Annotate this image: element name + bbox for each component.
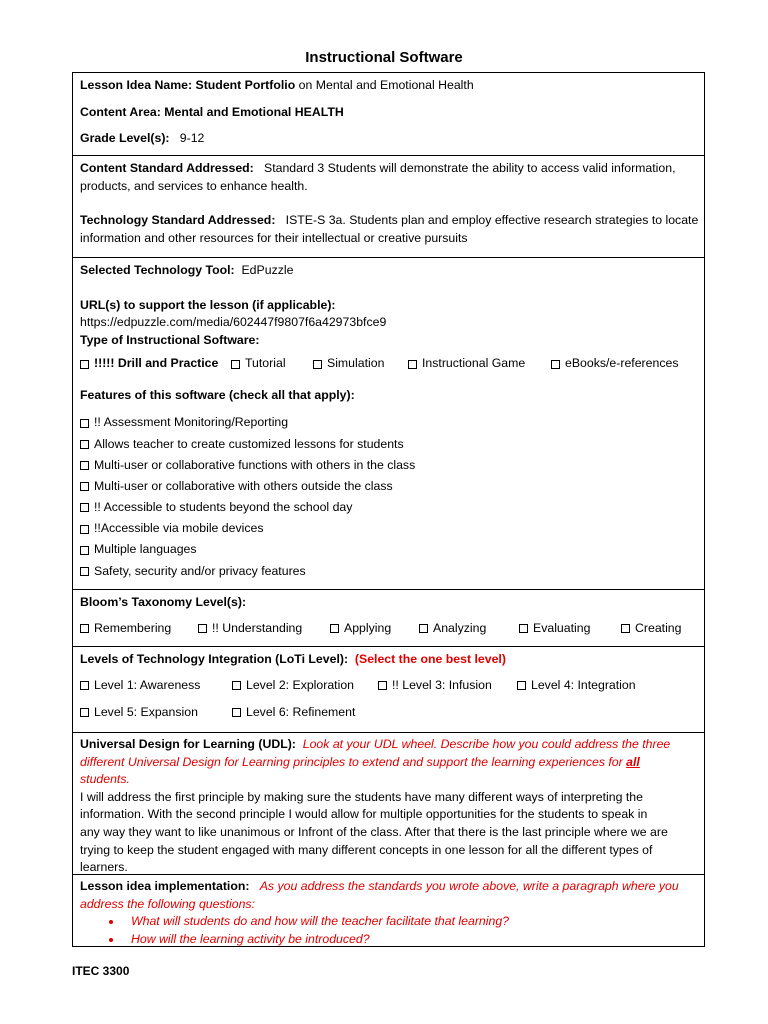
blooms-option-applying[interactable]: Applying	[330, 620, 419, 638]
list-item: • What will students do and how will the teacher facilitate that learning?	[123, 913, 697, 931]
software-type-options	[80, 355, 697, 373]
lesson-info-section	[72, 72, 705, 156]
content-area-value: Mental and Emotional HEALTH	[164, 104, 344, 119]
implementation-prompt-line2: address the following questions:	[80, 896, 255, 911]
loti-label: Levels of Technology Integration (LoTi Level):	[80, 652, 349, 666]
udl-response-line: learners.	[80, 860, 128, 875]
checkbox-icon	[419, 624, 428, 633]
type-option-simulation[interactable]: Simulation	[313, 355, 408, 373]
lesson-name-label: Lesson Idea Name:	[80, 78, 193, 92]
checkbox-icon	[80, 360, 89, 369]
udl-prompt-line1: Look at your UDL wheel. Describe how you could address the three	[302, 737, 671, 751]
checkbox-icon	[621, 624, 630, 633]
loti-options-row2	[80, 704, 697, 722]
udl-response-line: I will address the first principle by making sure the students have many different ways of interpreting the	[80, 789, 643, 804]
checkbox-icon	[519, 624, 528, 633]
loti-note: (Select the one best level)	[354, 652, 506, 666]
features-label: Features of this software (check all that apply):	[80, 387, 355, 402]
loti-option-level1[interactable]: Level 1: Awareness	[80, 677, 232, 695]
udl-prompt-line3: students.	[80, 772, 130, 787]
tool-label: Selected Technology Tool:	[80, 263, 235, 277]
blooms-section	[72, 589, 705, 647]
standards-section	[72, 155, 705, 258]
checkbox-icon	[232, 681, 241, 690]
content-standard-label: Content Standard Addressed:	[80, 161, 254, 175]
url-label: URL(s) to support the lesson (if applicable):	[80, 297, 336, 312]
udl-response-line: any way they want to like unanimous or Infront of the class. After that there is the last principle where we are	[80, 824, 668, 839]
implementation-label: Lesson idea implementation:	[80, 879, 250, 893]
udl-response-line: trying to keep the student engaged with many different concepts in one lesson for all the different types of	[80, 842, 653, 857]
content-standard-line1: Standard 3 Students will demonstrate the ability to access valid information,	[264, 161, 676, 175]
implementation-question-list	[80, 913, 697, 947]
blooms-option-evaluating[interactable]: Evaluating	[519, 620, 621, 638]
blooms-option-creating[interactable]: Creating	[621, 620, 681, 638]
type-option-ebooks[interactable]: eBooks/e-references	[551, 355, 678, 373]
checkbox-icon	[378, 681, 387, 690]
type-option-game[interactable]: Instructional Game	[408, 355, 551, 373]
tech-standard-line2: information and other resources for their intellectual or creative pursuits	[80, 230, 468, 245]
tool-value: EdPuzzle	[241, 263, 294, 277]
feature-item[interactable]: !!Accessible via mobile devices	[80, 519, 697, 540]
feature-item[interactable]: Safety, security and/or privacy features	[80, 561, 697, 582]
checkbox-icon	[80, 708, 89, 717]
checkbox-icon	[80, 624, 89, 633]
checkbox-icon	[551, 360, 560, 369]
tech-standard-label: Technology Standard Addressed:	[80, 213, 276, 228]
feature-item[interactable]: !! Assessment Monitoring/Reporting	[80, 413, 697, 434]
blooms-options	[80, 620, 697, 638]
checkbox-icon	[517, 681, 526, 690]
udl-response-line: information. With the second principle I would allow for multiple opportunities for the students to speak in	[80, 807, 648, 822]
checkbox-icon	[80, 681, 89, 690]
checkbox-icon	[80, 546, 89, 555]
loti-option-level4[interactable]: Level 4: Integration	[517, 677, 636, 695]
lesson-name-value: Student Portfolio	[195, 78, 296, 92]
checkbox-icon	[80, 461, 89, 470]
loti-option-level3[interactable]: !! Level 3: Infusion	[378, 677, 517, 695]
type-option-drill[interactable]: !!!!! Drill and Practice	[80, 355, 231, 373]
feature-item[interactable]: Multi-user or collaborative with others outside the class	[80, 476, 697, 497]
loti-options-row1	[80, 677, 697, 695]
checkbox-icon	[80, 482, 89, 491]
content-standard-line2: products, and services to enhance health.	[80, 178, 308, 193]
lesson-name-value-rest: on Mental and Emotional Health	[298, 78, 474, 92]
checkbox-icon	[80, 440, 89, 449]
technology-tool-section	[72, 257, 705, 590]
type-option-tutorial[interactable]: Tutorial	[231, 355, 313, 373]
loti-option-level6[interactable]: Level 6: Refinement	[232, 704, 355, 722]
url-value: https://edpuzzle.com/media/602447f9807f6a42973bfce9	[80, 315, 387, 330]
content-area-label: Content Area:	[80, 104, 161, 119]
udl-label: Universal Design for Learning (UDL):	[80, 737, 296, 751]
udl-prompt-emphasis: all	[626, 754, 640, 769]
implementation-prompt-line1: As you address the standards you wrote above, write a paragraph where you	[259, 879, 679, 893]
grade-level-value: 9-12	[179, 131, 205, 146]
blooms-option-understanding[interactable]: !! Understanding	[198, 620, 330, 638]
checkbox-icon	[313, 360, 322, 369]
features-list	[80, 413, 697, 583]
feature-item[interactable]: Multiple languages	[80, 540, 697, 561]
feature-item[interactable]: Multi-user or collaborative functions with others in the class	[80, 455, 697, 476]
grade-level-label: Grade Level(s):	[80, 131, 170, 146]
blooms-label: Bloom’s Taxonomy Level(s):	[80, 595, 247, 609]
tech-standard-line1: ISTE-S 3a. Students plan and employ effective research strategies to locate	[285, 213, 699, 228]
udl-prompt-line2: different Universal Design for Learning principles to extend and support the learning experiences for	[80, 754, 623, 769]
checkbox-icon	[80, 525, 89, 534]
blooms-option-analyzing[interactable]: Analyzing	[419, 620, 519, 638]
loti-option-level2[interactable]: Level 2: Exploration	[232, 677, 378, 695]
checkbox-icon	[80, 419, 89, 428]
implementation-section	[72, 874, 705, 947]
checkbox-icon	[330, 624, 339, 633]
checkbox-icon	[408, 360, 417, 369]
page-title: Instructional Software	[305, 49, 463, 66]
checkbox-icon	[232, 708, 241, 717]
checkbox-icon	[198, 624, 207, 633]
feature-item[interactable]: !! Accessible to students beyond the school day	[80, 497, 697, 518]
udl-section	[72, 732, 705, 875]
checkbox-icon	[80, 503, 89, 512]
checkbox-icon	[231, 360, 240, 369]
software-type-label: Type of Instructional Software:	[80, 332, 260, 347]
loti-option-level5[interactable]: Level 5: Expansion	[80, 704, 232, 722]
blooms-option-remembering[interactable]: Remembering	[80, 620, 198, 638]
list-item: • How will the learning activity be introduced?	[123, 931, 697, 947]
loti-section	[72, 646, 705, 733]
footer-course-code: ITEC 3300	[72, 964, 130, 978]
feature-item[interactable]: Allows teacher to create customized lessons for students	[80, 434, 697, 455]
checkbox-icon	[80, 567, 89, 576]
